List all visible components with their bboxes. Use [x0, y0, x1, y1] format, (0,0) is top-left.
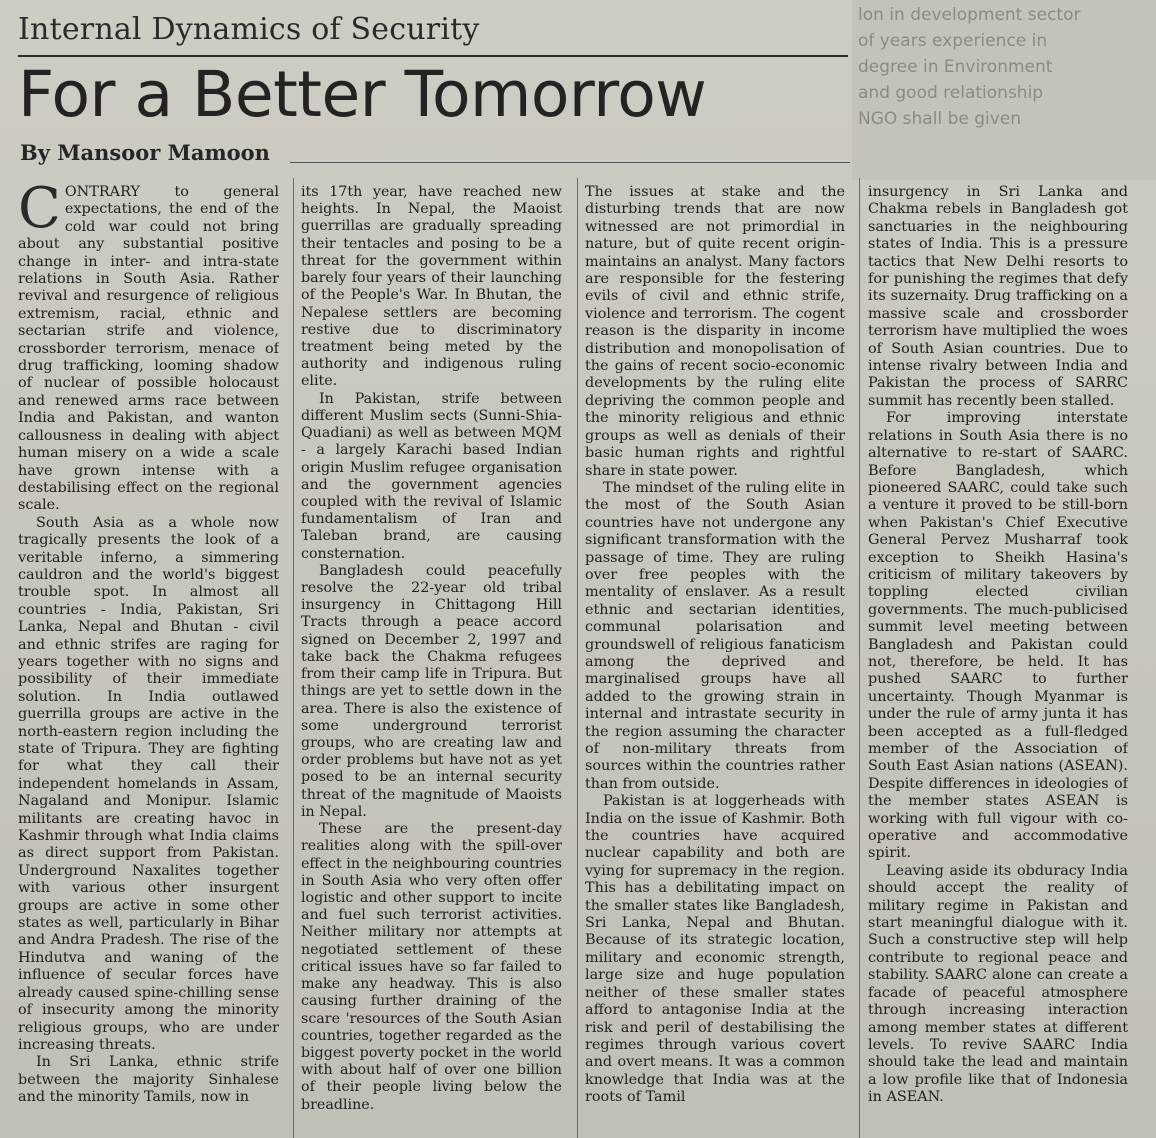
- paragraph: The issues at stake and the disturbing trends that are now witnessed are not primordial in nature, but of quite recent origin-maintains an analyst. Many factors are responsible for the festering evils of civil and ethnic strife, violence and terrorism. The cogent reason is the disparity in income distribution and monopolisation of the gains of recent socio-economic developments by the ruling elite depriving the common people and the minority religious and ethnic groups as well as denials of their basic human rights and rightful share in state power.: [585, 184, 845, 479]
- adjacent-ad-line: and good relationship: [858, 83, 1044, 103]
- article-column-1: [18, 184, 279, 1138]
- adjacent-ad-line: degree in Environment: [858, 57, 1053, 77]
- paragraph: Bangladesh could peacefully resolve the 22-year old tribal insurgency in Chittagong Hill Tracts through a peace accord signed on December 2, 1997 and take back the Chakma refugees from their camp life in Tripura. But things are yet to settle down in the area. There is also the existence of some underground terrorist groups, who are creating law and order problems but have not as yet posed to be an internal security threat of the magnitude of Maoists in Nepal.: [301, 562, 562, 820]
- column-rule: [859, 178, 860, 1138]
- adjacent-ad-line: of years experience in: [858, 31, 1048, 51]
- article-column-4: [868, 184, 1128, 1138]
- paragraph: South Asia as a whole now tragically presents the look of a veritable inferno, a simmering cauldron and the world's biggest trouble spot. In almost all countries - India, Pakistan, Sri Lanka, Nepal and Bhutan - civil and ethnic strifes are raging for years together with no signs and possibility of their immediate solution. In India outlawed guerrilla groups are active in the north-eastern region including the state of Tripura. They are fighting for what they call their independent homelands in Assam, Nagaland and Monipur. Islamic militants are creating havoc in Kashmir through what India claims as direct support from Pakistan. Underground Naxalites together with various other insurgent groups are active in some other states as well, particularly in Bihar and Andra Pradesh. The rise of the Hindutva and waning of the influence of secular forces have already caused spine-chilling sense of insecurity among the minority religious groups, who are under increasing threats.: [18, 514, 279, 1053]
- byline-rule: [290, 162, 850, 163]
- paragraph: The mindset of the ruling elite in the most of the South Asian countries have not undergone any significant transformation with the passage of time. They are ruling over free peoples with the mentality of enslaver. As a result ethnic and sectarian identities, communal polarisation and groundswell of religious fanaticism among the deprived and marginalised groups have all added to the growing strain in internal and intrastate security in the region assuming the character of non-military threats from sources within the countries rather than from outside.: [585, 479, 845, 792]
- paragraph: Leaving aside its obduracy India should accept the reality of military regime in Pakistan and start meaningful dialogue with it. Such a constructive step will help contribute to regional peace and stability. SAARC alone can create a facade of peaceful atmosphere through increasing interaction among member states at different levels. To revive SAARC India should take the lead and maintain a low profile like that of Indonesia in ASEAN.: [868, 862, 1128, 1106]
- paragraph: its 17th year, have reached new heights. In Nepal, the Maoist guerrillas are gradually spreading their tentacles and posing to be a threat for the government within barely four years of their launching of the People's War. In Bhutan, the Nepalese settlers are becoming restive due to discriminatory treatment being meted by the authority and indigenous ruling elite.: [301, 184, 562, 390]
- column-rule: [293, 178, 294, 1138]
- drop-cap: C: [18, 184, 61, 241]
- paragraph: These are the present-day realities along with the spill-over effect in the neighbouring countries in South Asia who very often offer logistic and other support to incite and fuel such terrorist activities. Neither military nor attempts at negotiated settlement of these critical issues have so far failed to make any headway. This is also causing further draining of the scare 'resources of the South Asian countries, together regarded as the biggest poverty pocket in the world with about half of over one billion of their people living below the breadline.: [301, 821, 562, 1113]
- byline: By Mansoor Mamoon: [20, 140, 270, 165]
- adjacent-advertisement: [852, 0, 1156, 180]
- adjacent-ad-line: lon in development sector: [858, 5, 1081, 25]
- adjacent-ad-text: [852, 0, 1156, 132]
- adjacent-ad-line: NGO shall be given: [858, 109, 1022, 129]
- paragraph: For improving interstate relations in South Asia there is no alternative to re-start of SAARC. Before Bangladesh, which pioneered SAARC, could take such a venture it proved to be still-born when Pakistan's Chief Executive General Pervez Musharraf took exception to Sheikh Hasina's criticism of military takeovers by toppling elected civilian governments. The much-publicised summit level meeting between Bangladesh and Pakistan could not, therefore, be held. It has pushed SAARC to further uncertainty. Though Myanmar is under the rule of army junta it has been accepted as a full-fledged member of the Association of South East Asian nations (ASEAN). Despite differences in ideologies of the member states ASEAN is working with full vigour with co-operative and accommodative spirit.: [868, 410, 1128, 862]
- paragraph: In Pakistan, strife between different Muslim sects (Sunni-Shia- Quadiani) as well as between MQM - a largely Karachi based Indian origin Muslim refugee organisation and the government agencies coupled with the revival of Islamic fundamentalism of Iran and Taleban brand, are causing consternation.: [301, 390, 562, 562]
- article-column-3: [585, 184, 845, 1138]
- paragraph: insurgency in Sri Lanka and Chakma rebels in Bangladesh got sanctuaries in the neighbouring states of India. This is a pressure tactics that New Delhi resorts to for punishing the regimes that defy its suzernaity. Drug trafficking on a massive scale and crossborder terrorism have multiplied the woes of South Asian countries. Due to intense rivalry between India and Pakistan the process of SARRC summit has recently been stalled.: [868, 184, 1128, 409]
- paragraph: Pakistan is at loggerheads with India on the issue of Kashmir. Both the countries have acquired nuclear capability and both are vying for supremacy in the region. This has a debilitating impact on the smaller states like Bangladesh, Sri Lanka, Nepal and Bhutan. Because of its strategic location, military and economic strength, large size and huge population neither of these smaller states afford to antagonise India at the risk and peril of destabilising the regimes through various covert and overt means. It was a common knowledge that India was at the roots of Tamil: [585, 793, 845, 1106]
- paragraph: CONTRARY to general expectations, the end of the cold war could not bring about any substantial positive change in inter- and intra-state relations in South Asia. Rather revival and resurgence of religious extremism, racial, ethnic and sectarian strife and violence, crossborder terrorism, menace of drug trafficking, looming shadow of nuclear of possible holocaust and renewed arms race between India and Pakistan, and wanton callousness in dealing with abject human misery on a wide a scale have grown intense with a destabilising effect on the regional scale.: [18, 184, 279, 514]
- headline: For a Better Tomorrow: [18, 58, 707, 131]
- column-rule: [577, 178, 578, 1138]
- paragraph: In Sri Lanka, ethnic strife between the majority Sinhalese and the minority Tamils, now in: [18, 1054, 279, 1106]
- article-column-2: [301, 184, 562, 1138]
- section-kicker: Internal Dynamics of Security: [18, 12, 480, 47]
